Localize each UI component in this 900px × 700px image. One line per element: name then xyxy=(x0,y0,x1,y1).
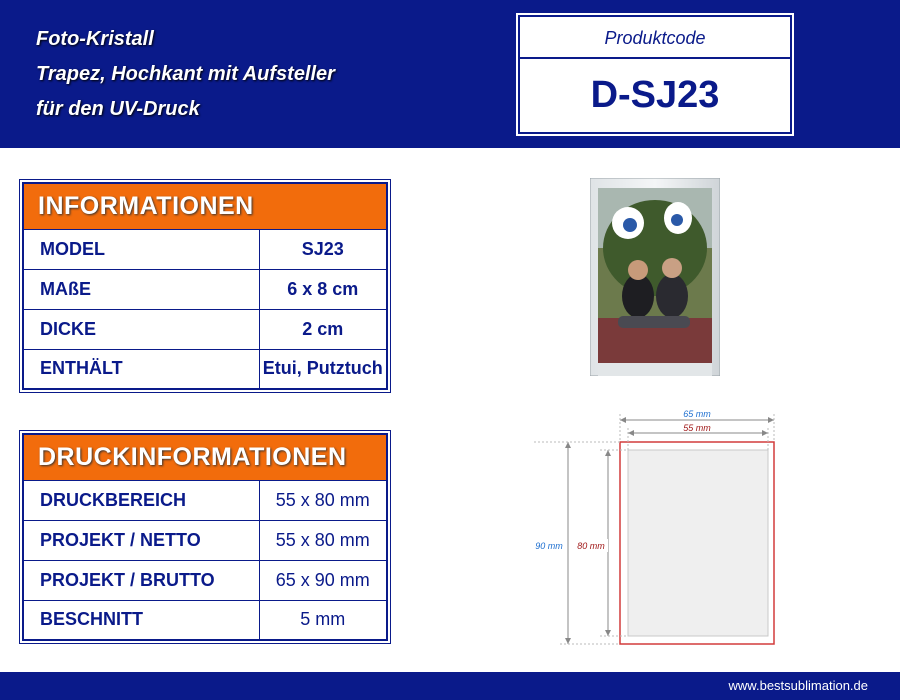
info-key: MODEL xyxy=(23,229,259,269)
width-outer-label: 65 mm xyxy=(683,409,711,419)
product-photo xyxy=(590,178,720,376)
informationen-title: INFORMATIONEN xyxy=(23,183,387,229)
print-key: PROJEKT / BRUTTO xyxy=(23,560,259,600)
info-key: DICKE xyxy=(23,309,259,349)
table-row xyxy=(23,600,387,640)
table-row xyxy=(23,269,387,309)
table-row xyxy=(23,560,387,600)
height-outer-label: 90 mm xyxy=(535,541,563,551)
print-value: 55 x 80 mm xyxy=(259,520,387,560)
table-row xyxy=(23,229,387,269)
print-key: BESCHNITT xyxy=(23,600,259,640)
width-inner-label: 55 mm xyxy=(683,423,711,433)
print-key: PROJEKT / NETTO xyxy=(23,520,259,560)
druckinformationen-table xyxy=(22,433,388,641)
informationen-table xyxy=(22,182,388,390)
table-row xyxy=(23,309,387,349)
print-key: DRUCKBEREICH xyxy=(23,480,259,520)
product-title-line-1: Foto-Kristall xyxy=(36,28,154,50)
product-code-value: D-SJ23 xyxy=(590,74,720,116)
druckinformationen-title: DRUCKINFORMATIONEN xyxy=(23,434,387,480)
info-key: MAßE xyxy=(23,269,259,309)
print-value: 55 x 80 mm xyxy=(259,480,387,520)
website-url: www.bestsublimation.de xyxy=(728,678,868,693)
print-area-rect xyxy=(628,450,768,636)
product-code-box xyxy=(518,15,792,134)
footer-bar xyxy=(0,672,900,700)
table-row xyxy=(23,480,387,520)
product-code-label: Produktcode xyxy=(520,17,790,59)
header-banner xyxy=(0,0,900,150)
table-row xyxy=(23,520,387,560)
height-inner-label: 80 mm xyxy=(577,541,605,551)
info-key: ENTHÄLT xyxy=(23,349,259,389)
dimension-diagram xyxy=(520,400,820,660)
product-title-line-3: für den UV-Druck xyxy=(36,98,200,120)
print-value: 65 x 90 mm xyxy=(259,560,387,600)
info-value: Etui, Putztuch xyxy=(259,349,387,389)
info-value: 6 x 8 cm xyxy=(259,269,387,309)
product-title-line-2: Trapez, Hochkant mit Aufsteller xyxy=(36,63,335,85)
table-row xyxy=(23,349,387,389)
print-value: 5 mm xyxy=(259,600,387,640)
info-value: 2 cm xyxy=(259,309,387,349)
info-value: SJ23 xyxy=(259,229,387,269)
